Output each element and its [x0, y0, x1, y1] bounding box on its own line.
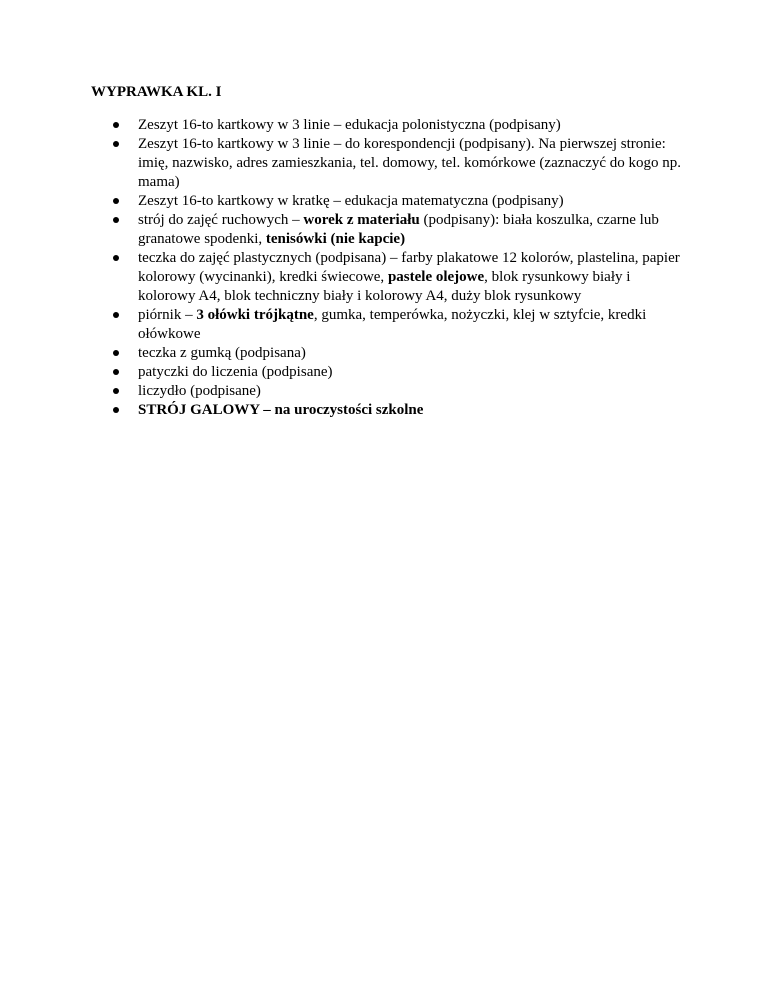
bullet-icon — [113, 388, 119, 394]
list-item — [91, 211, 681, 249]
item-text: piórnik – — [138, 307, 197, 323]
bullet-icon — [113, 350, 119, 356]
list-item — [91, 363, 681, 382]
bullet-icon — [113, 255, 119, 261]
document-title: WYPRAWKA KL. I — [91, 84, 222, 100]
item-text: Zeszyt 16-to kartkowy w 3 linie – edukacja polonistyczna (podpisany) — [138, 117, 561, 133]
list-item — [91, 401, 681, 420]
item-text: , blok rysunkowy biały i kolorowy A4, blok techniczny biały i kolorowy A4, duży blok rysunkowy — [138, 269, 631, 304]
bold-text: STRÓJ GALOWY – na uroczystości szkolne — [138, 402, 424, 418]
bullet-icon — [113, 198, 119, 204]
bullet-icon — [113, 312, 119, 318]
item-text: teczka z gumką (podpisana) — [138, 345, 306, 361]
list-item — [91, 135, 681, 192]
supply-list — [91, 116, 681, 420]
bullet-icon — [113, 369, 119, 375]
list-item — [91, 116, 681, 135]
bold-text: 3 ołówki trójkątne — [196, 307, 314, 323]
item-text: Zeszyt 16-to kartkowy w 3 linie – do korespondencji (podpisany). Na pierwszej stronie: imię, nazwisko, adres zamieszkania, tel. domowy, tel. komórkowe (zaznaczyć do kogo np. mama) — [138, 136, 682, 190]
item-text: (podpisany): biała koszulka, czarne lub granatowe spodenki, — [138, 212, 659, 247]
bullet-icon — [113, 122, 119, 128]
bullet-icon — [113, 407, 119, 413]
item-text: , gumka, temperówka, nożyczki, klej w sztyfcie, kredki ołówkowe — [138, 307, 647, 342]
item-text: Zeszyt 16-to kartkowy w kratkę – edukacja matematyczna (podpisany) — [138, 193, 564, 209]
bold-text: tenisówki (nie kapcie) — [265, 231, 406, 247]
bold-text: worek z materiału — [303, 212, 420, 228]
item-text: strój do zajęć ruchowych – — [138, 212, 304, 228]
list-item — [91, 382, 681, 401]
bullet-icon — [113, 217, 119, 223]
list-item — [91, 192, 681, 211]
list-item — [91, 344, 681, 363]
item-text: liczydło (podpisane) — [138, 383, 261, 399]
item-text: patyczki do liczenia (podpisane) — [138, 364, 333, 380]
list-item — [91, 306, 681, 344]
bullet-icon — [113, 141, 119, 147]
bold-text: pastele olejowe — [387, 269, 485, 285]
list-item — [91, 249, 681, 306]
item-text: teczka do zajęć plastycznych (podpisana) – farby plakatowe 12 kolorów, plastelina, papier kolorowy (wycinanki), kredki świecowe, — [138, 250, 680, 285]
